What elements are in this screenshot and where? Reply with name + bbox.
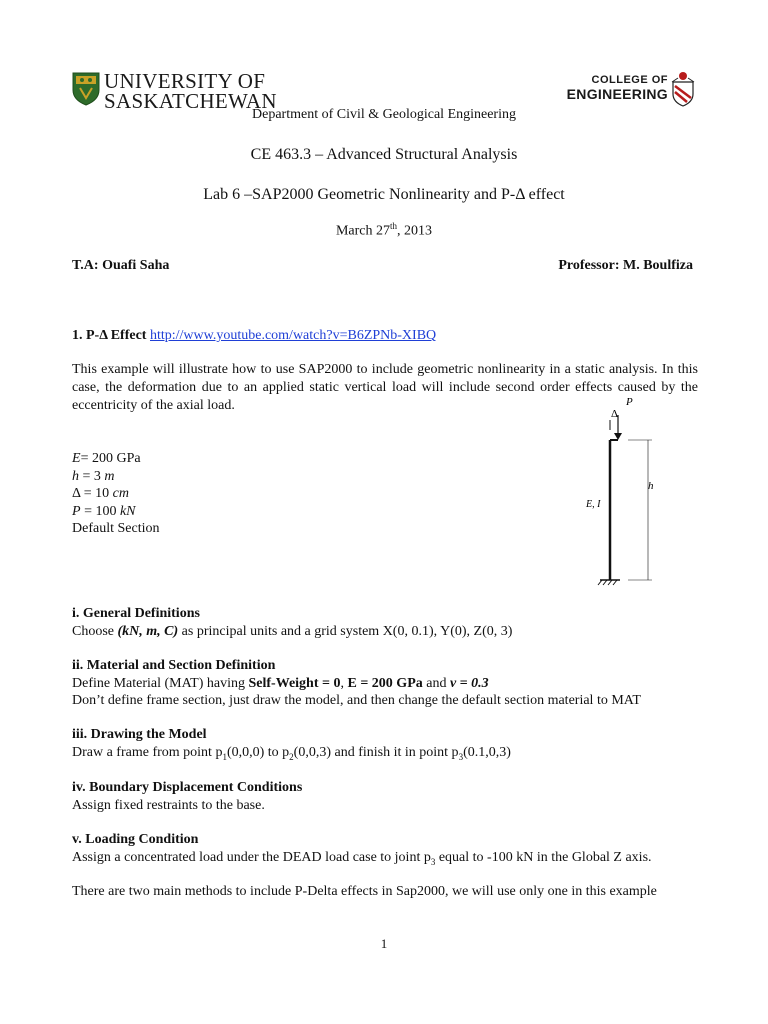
college-line1: COLLEGE OF (591, 74, 668, 86)
document-date (0, 221, 768, 240)
section-heading-text: 1. P-Δ Effect (72, 328, 147, 343)
step2-heading: ii. Material and Section Definition (72, 658, 276, 673)
date-year: , 2013 (397, 223, 433, 239)
param-section: Default Section (72, 521, 160, 536)
university-line2: SASKATCHEWAN (104, 89, 277, 113)
step5-text: Assign a concentrated load under the DEAD load case to joint $p_3$ equal to -100 kN in the Global Z axis. (72, 850, 652, 867)
closing-paragraph: There are two main methods to include P-Delta effects in Sap2000, we will use only one in this example (72, 884, 657, 899)
step4-heading: iv. Boundary Displacement Conditions (72, 780, 303, 795)
college-wordmark (567, 74, 668, 102)
course-title: CE 463.3 – Advanced Structural Analysis (250, 146, 518, 163)
intro-paragraph: This example will illustrate how to use SAP2000 to include geometric nonlinearity in a static analysis. In this case, the deformation due to an applied static vertical load will include second order effects caused by the eccentricity of the axial load. (72, 362, 698, 413)
step2-text-line2: Don’t define frame section, just draw the model, and then change the default section material to MAT (72, 693, 641, 708)
load-arrow-head (614, 433, 622, 440)
step3-text: Draw a frame from point $p_1(0,0,0)$ to $p_2(0,0,3)$ and finish it in point $p_3(0.1,0,3)$ (72, 745, 511, 762)
university-shield-logo (72, 72, 100, 106)
stiffness-label: E, I (586, 499, 601, 510)
section-heading (72, 327, 436, 345)
youtube-link[interactable]: http://www.youtube.com/watch?v=B6ZPNb-XIBQ (149, 328, 437, 343)
step1-heading: i. General Definitions (72, 606, 200, 621)
date-superscript: th (390, 221, 398, 231)
step3-heading: iii. Drawing the Model (72, 727, 207, 742)
height-label: h (648, 480, 654, 492)
step1-text: Choose (kN, m, C) as principal units and a grid system X(0, 0.1), Y(0), Z(0, 3) (72, 624, 513, 639)
university-line1: UNIVERSITY OF (104, 69, 266, 93)
param-h: h = 3 m (72, 468, 115, 484)
professor: Professor: M. Boulfiza (558, 258, 693, 273)
college-crest-logo (670, 70, 696, 108)
university-wordmark (104, 69, 277, 113)
step2-text: Define Material (MAT) having Self-Weight = 0, E = 200 GPa and v = 0.3 (72, 676, 489, 691)
lab-title: Lab 6 –SAP2000 Geometric Nonlinearity and P-Δ effect (203, 186, 565, 203)
load-label: P (626, 396, 633, 408)
param-e: E= 200 GPa (72, 451, 141, 466)
param-p: P = 100 kN (72, 503, 136, 519)
parameter-list (72, 450, 159, 538)
column-diagram (580, 390, 680, 595)
page-number: 1 (380, 936, 388, 951)
date-main: March 27 (335, 223, 391, 239)
college-line2: ENGINEERING (566, 86, 668, 102)
step4-text: Assign fixed restraints to the base. (72, 798, 265, 813)
department-name: Department of Civil & Geological Engineering (252, 107, 516, 122)
param-delta: Δ = 10 cm (72, 486, 129, 501)
teaching-assistant: T.A: Ouafi Saha (72, 258, 170, 273)
step5-heading: v. Loading Condition (72, 832, 199, 847)
delta-label: Δ (611, 408, 619, 420)
